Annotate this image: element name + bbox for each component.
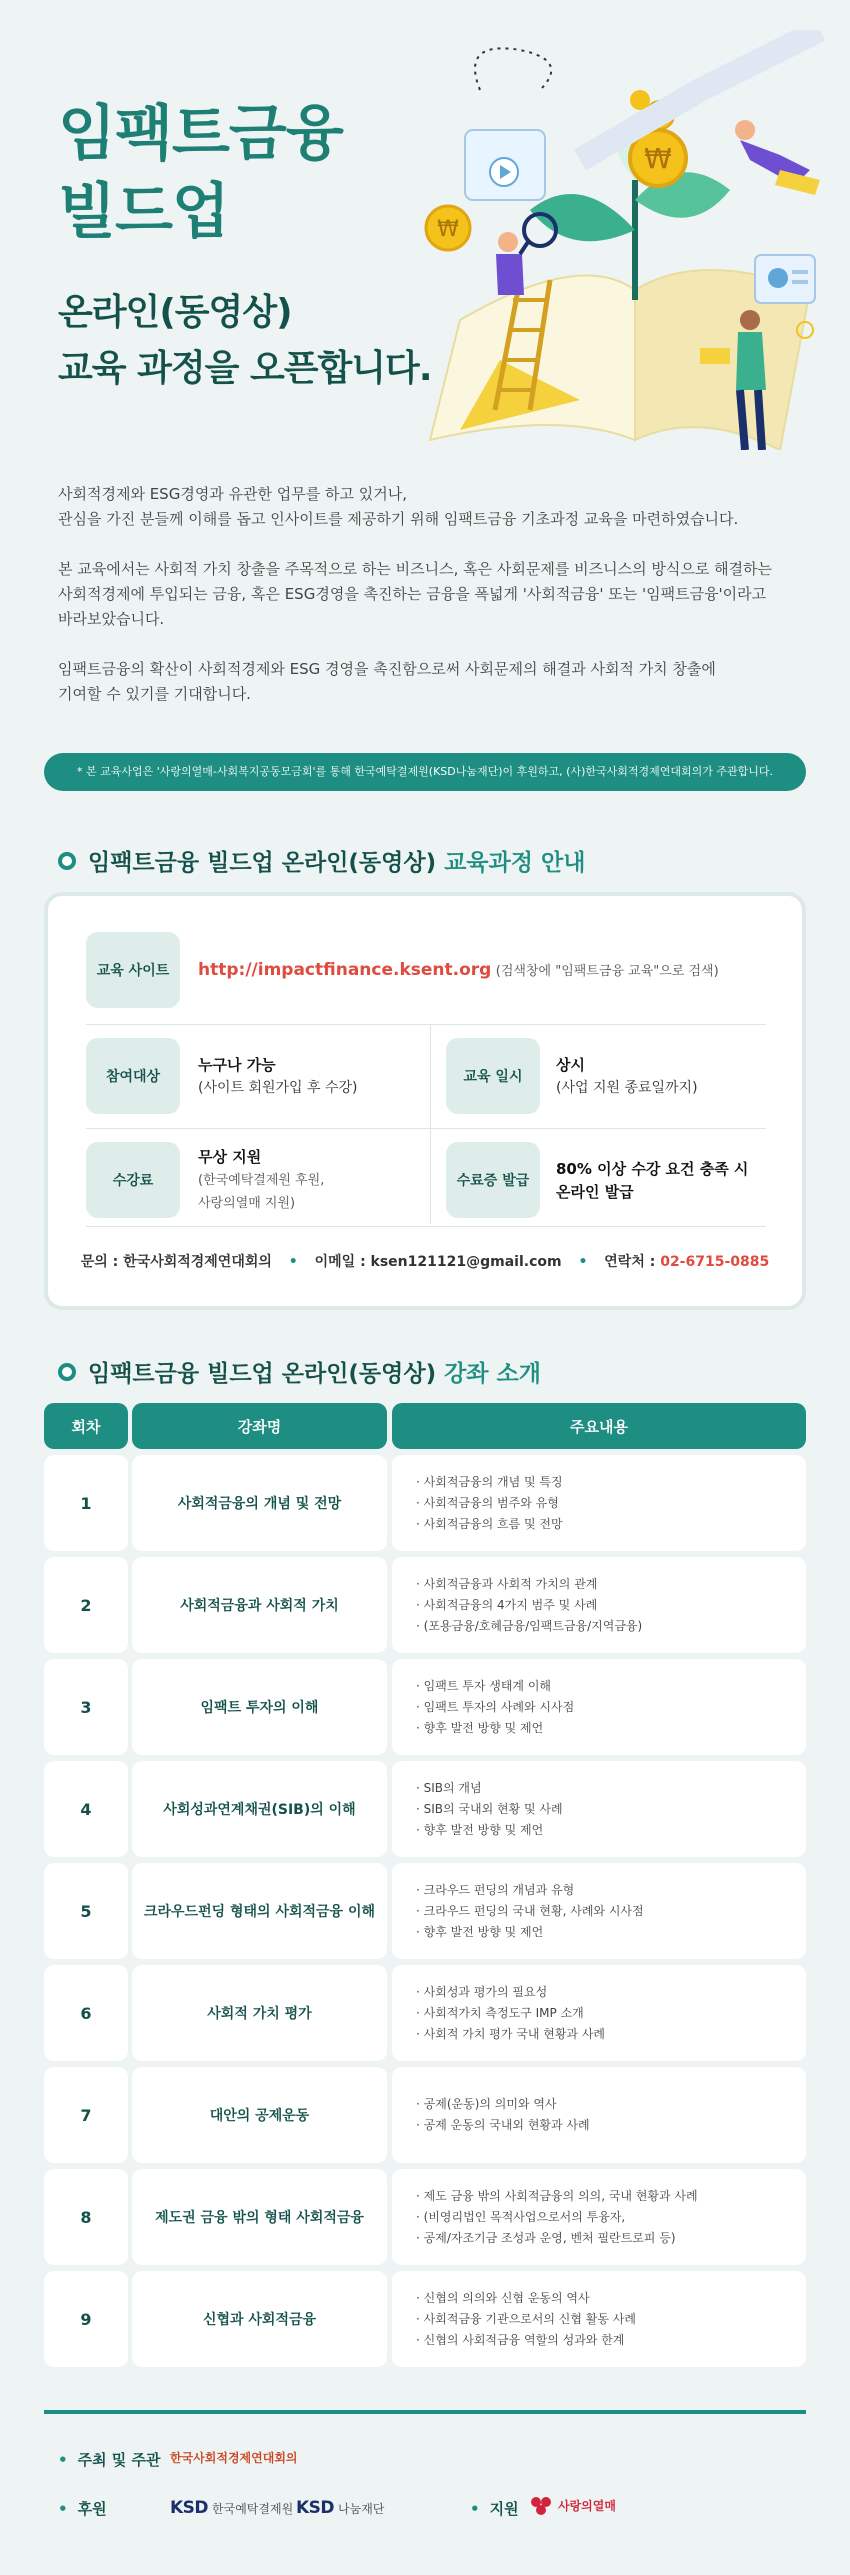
contact-line: 문의 : 한국사회적경제연대회의 • 이메일 : ksen121121@gmail.com • 연락처 : 02-6715-0885 [80, 1254, 770, 1270]
lecture-number: 3 [44, 1659, 128, 1755]
content-item: · (비영리법인 목적사업으로서의 투융자, [416, 2207, 698, 2228]
table-row [44, 1659, 806, 1755]
svg-text:₩: ₩ [437, 217, 459, 242]
lecture-title: 임팩트 투자의 이해 [132, 1659, 387, 1755]
sponsor-label: • 후원 [58, 2498, 107, 2519]
divider [430, 1024, 431, 1224]
love-fruit-icon [530, 2494, 552, 2516]
table-row [44, 2271, 806, 2367]
lecture-content [392, 1761, 806, 1857]
lecture-content [392, 2169, 806, 2265]
content-list [416, 1676, 574, 1739]
course-info-box [44, 892, 806, 1310]
content-item: · 사회적금융의 범주와 유형 [416, 1493, 563, 1514]
content-item: · 임팩트 투자 생태계 이해 [416, 1676, 574, 1697]
lecture-number: 1 [44, 1455, 128, 1551]
notice-banner: * 본 교육사업은 '사랑의열매-사회복지공동모금회'를 통해 한국예탁결제원(KSD나눔재단)이 후원하고, (사)한국사회적경제연대회의가 주관합니다. [44, 753, 806, 791]
content-item: · 사회성과 평가의 필요성 [416, 1982, 605, 2003]
content-list [416, 1880, 644, 1943]
fee-value: 무상 지원 (한국예탁결제원 후원, 사랑의열매 지원) [198, 1148, 325, 1211]
table-header-round: 회차 [44, 1403, 128, 1449]
lecture-number: 6 [44, 1965, 128, 2061]
lecture-content [392, 1965, 806, 2061]
content-list [416, 1472, 563, 1535]
lecture-number: 7 [44, 2067, 128, 2163]
content-item: · 사회적금융의 4가지 범주 및 사례 [416, 1595, 642, 1616]
table-row [44, 2169, 806, 2265]
lecture-title: 크라우드펀딩 형태의 사회적금융 이해 [132, 1863, 387, 1959]
schedule-value: 상시 (사업 지원 종료일까지) [556, 1056, 698, 1096]
hero-title-line1: 임팩트금융 [58, 99, 343, 169]
content-item: · SIB의 개념 [416, 1778, 563, 1799]
content-item: · 사회적금융 기관으로서의 신협 활동 사례 [416, 2309, 636, 2330]
contact-phone[interactable]: 02-6715-0885 [660, 1254, 770, 1270]
content-item: · 사회적금융의 개념 및 특징 [416, 1472, 563, 1493]
content-item: · 향후 발전 방향 및 제언 [416, 1820, 563, 1841]
ring-bullet-icon [58, 1363, 76, 1381]
content-item: · 사회적가치 측정도구 IMP 소개 [416, 2003, 605, 2024]
content-list [416, 1778, 563, 1841]
content-item: · 공제 운동의 국내외 현황과 사례 [416, 2115, 590, 2136]
lecture-title: 사회적 가치 평가 [132, 1965, 387, 2061]
site-url-link[interactable]: http://impactfinance.ksent.org [198, 960, 492, 980]
hero-title [58, 95, 343, 251]
section-title-lectures: 임팩트금융 빌드업 온라인(동영상) 강좌 소개 [58, 1355, 541, 1388]
divider [86, 1226, 766, 1227]
content-item: · 사회적 가치 평가 국내 현황과 사례 [416, 2024, 605, 2045]
section-title-course-info: 임팩트금융 빌드업 온라인(동영상) 교육과정 안내 [58, 844, 585, 877]
content-list [416, 2186, 698, 2249]
lecture-number: 2 [44, 1557, 128, 1653]
content-list [416, 2094, 590, 2136]
site-search-note: (검색창에 "임팩트금융 교육"으로 검색) [495, 964, 719, 979]
content-item: · SIB의 국내외 현황 및 사례 [416, 1799, 563, 1820]
divider [86, 1024, 766, 1025]
target-label: 참여대상 [86, 1038, 180, 1114]
fee-label: 수강료 [86, 1142, 180, 1218]
hero-section [0, 0, 850, 440]
content-item: · 임팩트 투자의 사례와 시사점 [416, 1697, 574, 1718]
hero-subtitle-line2: 교육 과정을 오픈합니다. [58, 348, 432, 389]
schedule-label: 교육 일시 [446, 1038, 540, 1114]
content-item: · 공제/자조기금 조성과 운영, 벤처 필란트로피 등) [416, 2228, 698, 2249]
content-item: · 크라우드 펀딩의 개념과 유형 [416, 1880, 644, 1901]
content-list [416, 1982, 605, 2045]
divider [86, 1128, 766, 1129]
hero-title-line2: 빌드업 [58, 177, 229, 247]
lecture-title: 제도권 금융 밖의 형태 사회적금융 [132, 2169, 387, 2265]
lecture-title: 대안의 공제운동 [132, 2067, 387, 2163]
lecture-title: 사회적금융과 사회적 가치 [132, 1557, 387, 1653]
content-item: · 사회적금융의 흐름 및 전망 [416, 1514, 563, 1535]
table-header-title: 강좌명 [132, 1403, 387, 1449]
certificate-value: 80% 이상 수강 요건 충족 시 온라인 발급 [556, 1160, 749, 1201]
ring-bullet-icon [58, 852, 76, 870]
host-logo: 한국사회적경제연대회의 [170, 2451, 298, 2465]
intro-paragraph-1: 사회적경제와 ESG경영과 유관한 업무를 하고 있거나, 관심을 가진 분들께 이해를 돕고 인사이트를 제공하기 위해 임팩트금융 기초과정 교육을 마련하였습니다. [58, 485, 739, 528]
table-header-content: 주요내용 [392, 1403, 806, 1449]
hero-subtitle-line1: 온라인(동영상) [58, 292, 292, 333]
content-item: · 향후 발전 방향 및 제언 [416, 1922, 644, 1943]
intro-paragraph-2: 본 교육에서는 사회적 가치 창출을 주목적으로 하는 비즈니스, 혹은 사회문제를 비즈니스의 방식으로 해결하는 사회적경제에 투입되는 금융, 혹은 ESG경영을 촉진하는 금융을 폭넓게 '사회적금융' 또는 '임팩트금융'이라고 바라보았습니다. [58, 560, 773, 628]
host-label: • 주최 및 주관 [58, 2449, 161, 2470]
support-logo: 사랑의열매 [530, 2494, 616, 2516]
lecture-content [392, 1557, 806, 1653]
content-item: · (포용금융/호혜금융/임팩트금융/지역금융) [416, 1616, 642, 1637]
content-item: · 제도 금융 밖의 사회적금융의 의의, 국내 현황과 사례 [416, 2186, 698, 2207]
footer-divider [44, 2410, 806, 2414]
content-item: · 신협의 사회적금융 역할의 성과와 한계 [416, 2330, 636, 2351]
table-row [44, 1557, 806, 1653]
lecture-number: 5 [44, 1863, 128, 1959]
sponsor-logo-ksd-foundation: KSD 나눔재단 [296, 2498, 385, 2518]
lecture-content [392, 1659, 806, 1755]
table-row [44, 1863, 806, 1959]
lecture-number: 8 [44, 2169, 128, 2265]
site-label: 교육 사이트 [86, 932, 180, 1008]
lecture-number: 4 [44, 1761, 128, 1857]
lecture-content [392, 1455, 806, 1551]
intro-text [58, 482, 798, 732]
lecture-number: 9 [44, 2271, 128, 2367]
sponsor-logo-ksd: KSD 한국예탁결제원 [170, 2498, 294, 2518]
content-item: · 신협의 의의와 신협 운동의 역사 [416, 2288, 636, 2309]
intro-paragraph-3: 임팩트금융의 확산이 사회적경제와 ESG 경영을 촉진함으로써 사회문제의 해결과 사회적 가치 창출에 기여할 수 있기를 기대합니다. [58, 660, 716, 703]
lecture-content [392, 2067, 806, 2163]
table-row [44, 1455, 806, 1551]
support-label: • 지원 [470, 2498, 519, 2519]
bullet-icon: • [288, 1254, 298, 1270]
lecture-content [392, 2271, 806, 2367]
svg-text:₩: ₩ [644, 142, 672, 175]
content-list [416, 1574, 642, 1637]
content-item: · 공제(운동)의 의미와 역사 [416, 2094, 590, 2115]
certificate-label: 수료증 발급 [446, 1142, 540, 1218]
content-list [416, 2288, 636, 2351]
content-item: · 사회적금융과 사회적 가치의 관계 [416, 1574, 642, 1595]
target-value: 누구나 가능 (사이트 회원가입 후 수강) [198, 1056, 358, 1096]
table-row [44, 1965, 806, 2061]
lecture-title: 신협과 사회적금융 [132, 2271, 387, 2367]
lecture-content [392, 1863, 806, 1959]
hero-subtitle [58, 285, 432, 397]
table-row [44, 2067, 806, 2163]
lecture-title: 사회성과연계채권(SIB)의 이해 [132, 1761, 387, 1857]
contact-email[interactable]: 이메일 : ksen121121@gmail.com [314, 1254, 562, 1270]
lecture-title: 사회적금융의 개념 및 전망 [132, 1455, 387, 1551]
hero-illustration [400, 30, 830, 450]
site-value [198, 959, 719, 983]
bullet-icon: • [578, 1254, 588, 1270]
table-row [44, 1761, 806, 1857]
content-item: · 크라우드 펀딩의 국내 현황, 사례와 시사점 [416, 1901, 644, 1922]
content-item: · 향후 발전 방향 및 제언 [416, 1718, 574, 1739]
